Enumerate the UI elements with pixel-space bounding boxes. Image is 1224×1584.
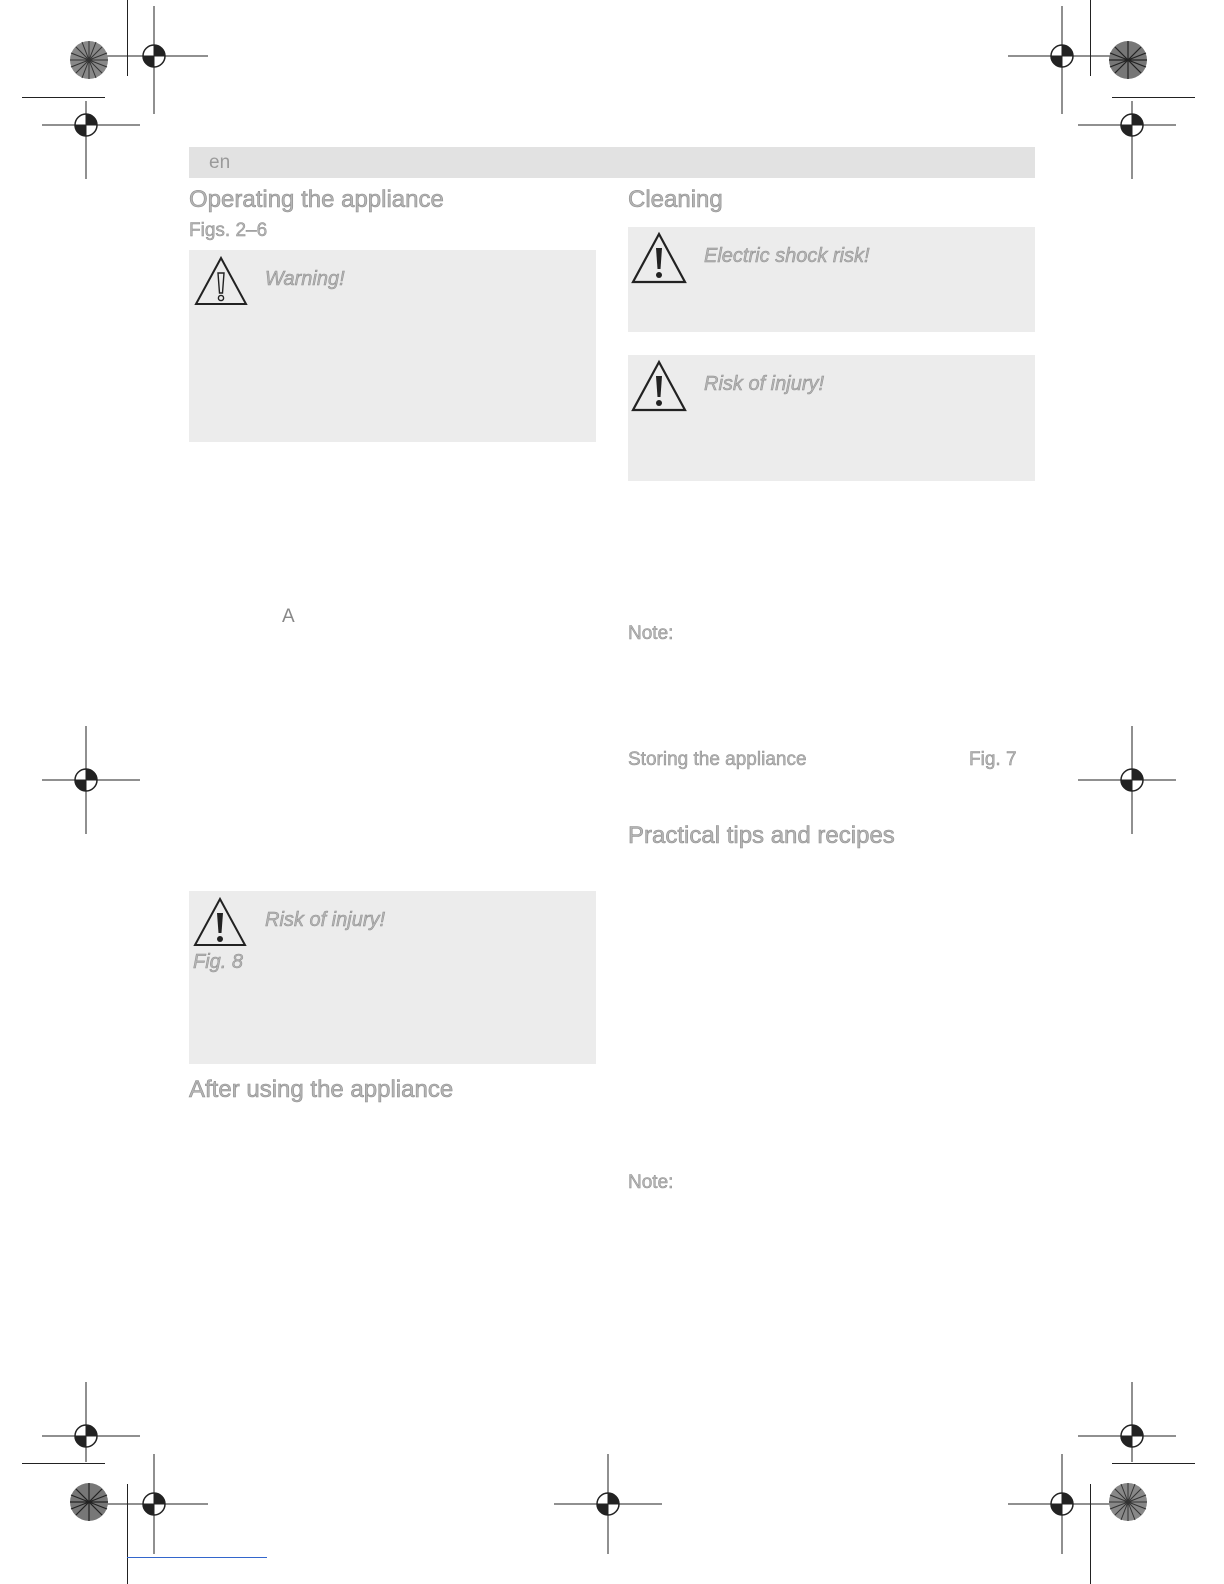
registration-mark-icon [554,1454,664,1564]
figs-reference: Figs. 2–6 [189,220,268,241]
language-code: en [209,152,231,173]
registration-mark-icon [32,726,142,836]
warning-triangle-icon [193,255,249,307]
registration-mark-icon [1078,726,1188,836]
note-label-2: Note: [628,1172,674,1193]
risk-of-injury-title: Risk of injury! [265,909,386,931]
warning-triangle-icon [630,359,688,413]
storing-label: Storing the appliance [628,749,807,770]
fig-7-reference: Fig. 7 [969,749,1017,770]
warning-triangle-icon [630,231,688,285]
fig-8-reference: Fig. 8 [193,951,244,973]
starburst-mark-icon [69,40,109,80]
operating-heading: Operating the appliance [189,186,444,213]
risk-of-injury-box-right [628,355,1035,481]
starburst-mark-icon [1108,40,1148,80]
after-using-heading: After using the appliance [189,1076,454,1103]
cleaning-heading: Cleaning [628,186,723,213]
warning-triangle-icon [192,896,248,948]
registration-mark-icon [1078,71,1188,181]
registration-mark-icon [100,1454,210,1564]
electric-shock-title: Electric shock risk! [704,245,870,267]
stray-letter: A [282,606,295,627]
electric-shock-box [628,227,1035,332]
footer-link-line [127,1557,267,1558]
language-bar [189,147,1035,178]
starburst-mark-icon [69,1482,109,1522]
warning-box [189,250,596,442]
note-label: Note: [628,623,674,644]
starburst-mark-icon [1108,1482,1148,1522]
warning-title: Warning! [265,268,345,290]
risk-of-injury-box [189,891,596,1064]
registration-mark-icon [1008,1454,1118,1564]
registration-mark-icon [32,71,142,181]
risk-of-injury-title-right: Risk of injury! [704,373,825,395]
practical-tips-heading: Practical tips and recipes [628,822,895,849]
